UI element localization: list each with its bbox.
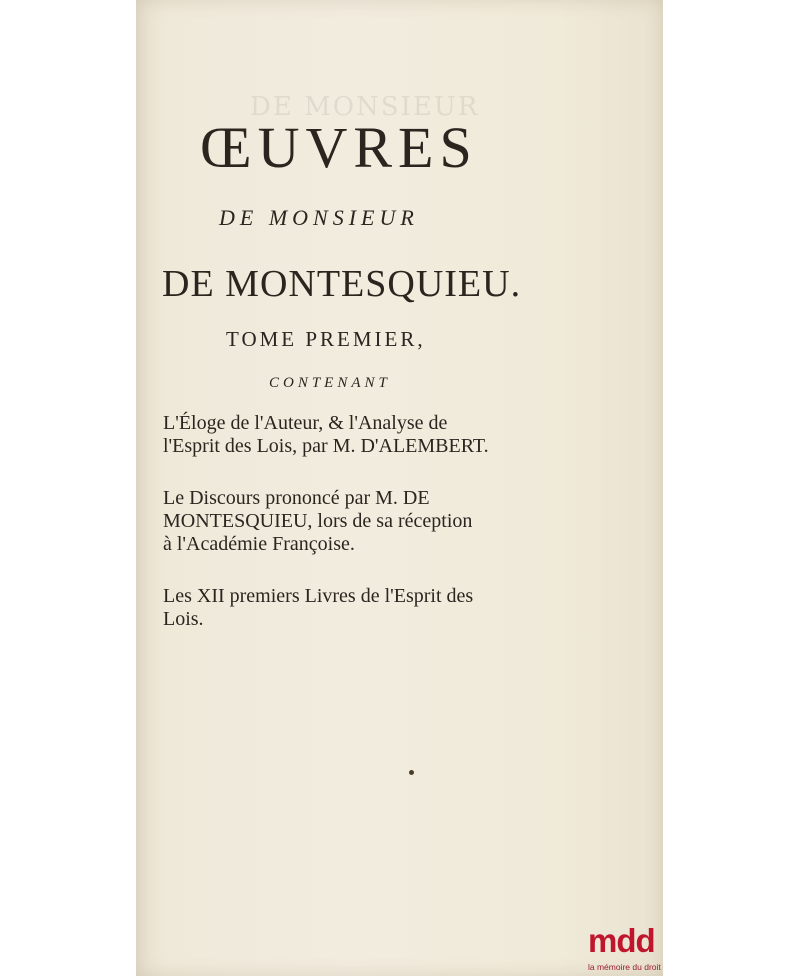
contents-line: à l'Académie Françoise. [163,533,355,555]
ink-spot [409,770,414,775]
contents-line: L'Éloge de l'Auteur, & l'Analyse de [163,412,448,434]
contents-item [163,487,558,556]
contents-line: l'Esprit des Lois, par M. D'ALEMBERT. [163,435,489,457]
volume-label: TOME PREMIER, [226,327,426,351]
contents-item [163,412,558,458]
logo-mark: mdd [588,922,655,959]
bleed-through-text: DE MONSIEUR [250,92,480,122]
contents-line: Les XII premiers Livres de l'Esprit des [163,585,474,607]
contents-heading: CONTENANT [269,375,391,391]
logo-tagline: la mémoire du droit [588,962,661,972]
contents-line: Le Discours prononcé par M. DE [163,487,430,509]
book-title: ŒUVRES [200,115,478,180]
book-subtitle: DE MONSIEUR [219,205,419,230]
contents-line: Lois. [163,608,204,630]
book-author: DE MONTESQUIEU. [162,263,522,305]
contents-line: MONTESQUIEU, lors de sa réception [163,510,473,532]
contents-item [163,585,558,631]
mdd-logo [588,922,664,972]
